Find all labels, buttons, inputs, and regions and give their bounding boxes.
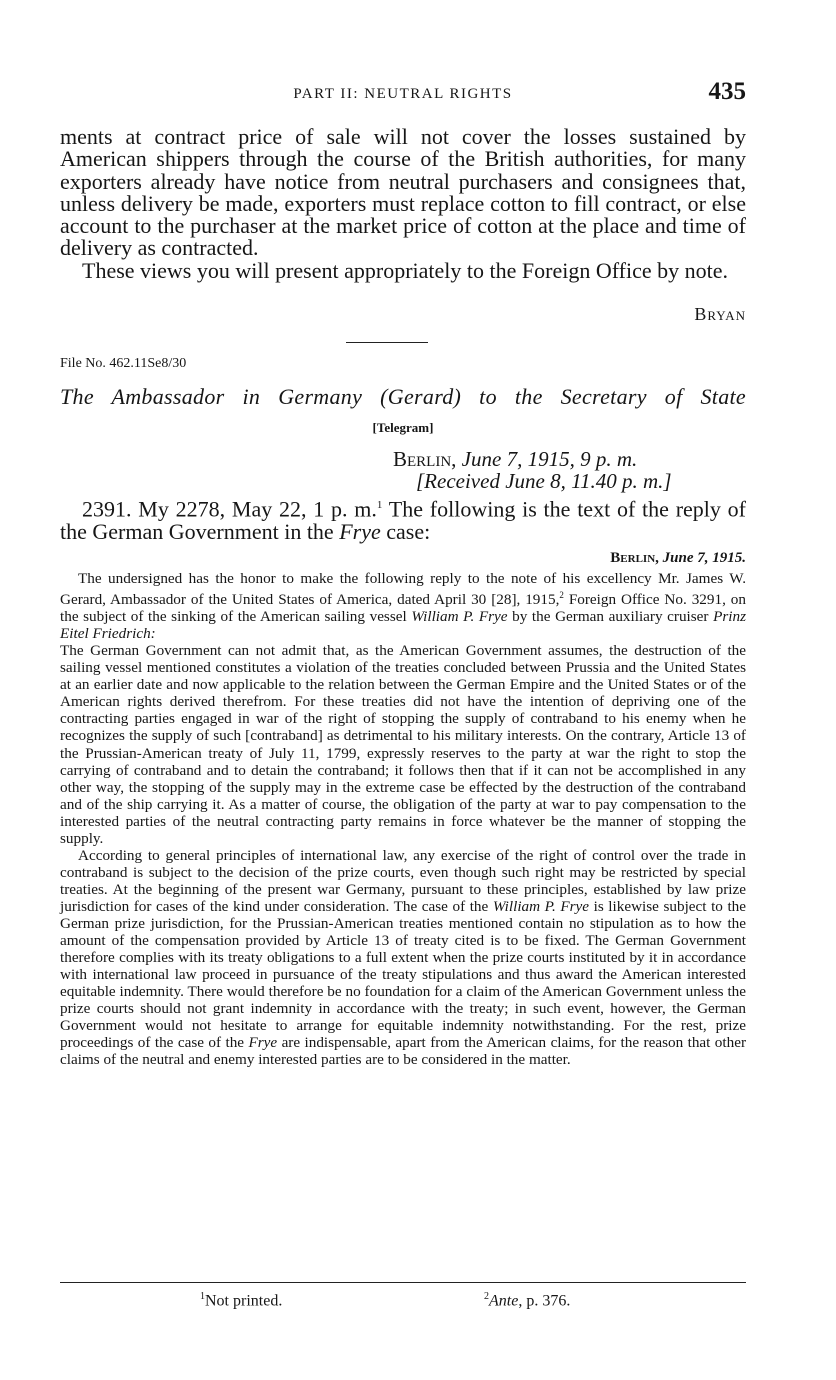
footnote-1-marker: 1	[200, 1291, 205, 1302]
footnote-2-marker: 2	[484, 1291, 489, 1302]
file-number: File No. 462.11Se8/30	[60, 356, 187, 371]
ship-name: William P. Frye	[492, 897, 590, 915]
footnote-1-text: Not printed.	[205, 1292, 283, 1310]
cruiser-name: Prinz Eitel Friedrich:	[60, 608, 746, 643]
received-line: [Received June 8, 11.40 p. m.]	[416, 469, 672, 493]
continuation-text	[60, 126, 746, 282]
running-head	[60, 80, 746, 112]
intro-mid: The following is the text of the reply of the German Government in the	[60, 496, 747, 544]
intro-start: 2391. My 2278, May 22, 1 p. m.	[82, 496, 377, 522]
page-number: 435	[708, 78, 746, 105]
closing-paragraph: These views you will present appropriately to the Foreign Office by note.	[82, 257, 728, 283]
document-heading: The Ambassador in Germany (Gerard) to the Secretary of State	[60, 384, 746, 409]
reply-p1-a: The undersigned has the honor to make the following reply to the note of his excellency Mr. James W. Gerard, Ambassador of the United States of America, dated April 30 [28], 1915,	[60, 570, 746, 609]
reply-paragraph-3	[60, 847, 746, 1069]
footnote-1	[200, 1291, 282, 1310]
footnote-2-text: , p. 376.	[518, 1292, 571, 1310]
section-divider	[346, 342, 428, 343]
telegram-intro	[60, 494, 746, 543]
footnote-ref-2: 2	[559, 590, 564, 601]
reply-place: Berlin,	[610, 550, 659, 566]
reply-paragraph-2: The German Government can not admit that, as the American Government assumes, the destruction of the sailing vessel mentioned constitutes a violation of the treaties concluded between Prussia and the United States at an earlier date and now applicable to the relation between the German Empire and the United States or of the American rights derived therefrom. For these treaties did not have the intention of depriving one of the contracting parties engaged in war of the right of stopping the supply of contraband to his enemy when he recognizes the supply of such [contraband] as detrimental to his military interests. On the contrary, Article 13 of the Prussian-American treaty of July 11, 1799, expressly reserves to the party at war the right to stop the carrying of contraband and to detain the contraband; it follows then that if it can not be accomplished in any other way, the stopping of the supply may in the extreme case be effected by the destruction of the contraband and of the ship carrying it. As a matter of course, the obligation of the party at war to pay compensation to the interested parties of the neutral contracting party remains in force whatever be the manner of stopping the supply.	[60, 642, 746, 847]
reply-paragraph-1	[60, 570, 746, 642]
reply-p3-b: is likewise subject to the German prize jurisdiction, for the Prussian-American treaties mentioned contain no stipulation as to how the amount of the compensation provided by Article 13 of treaty cited is to be fixed. The German Government therefore complies with its treaty obligations to a full extent when the prize courts instituted by it in accordance with international law proceed in pursuance of the treaty stipulations and thus award the American interested equitable indemnity. There would therefore be no foundation for a claim of the American Government unless the prize courts should not grant indemnity in accordance with the treaty; in such event, however, the German Government would not hesitate to arrange for equitable indemnity notwithstanding. For the rest, prize proceedings of the case of the	[60, 897, 747, 1052]
footnote-ref-1: 1	[376, 499, 383, 511]
reply-text	[60, 570, 746, 1068]
reply-p1-c: by the German auxiliary cruiser	[507, 608, 714, 626]
footnote-divider	[60, 1282, 746, 1283]
ship-name: William P. Frye	[411, 608, 508, 626]
reply-p3-c: are indispensable, apart from the American claims, for the reason that other claims of the neutral and enemy interested parties are to be considered in the matter.	[60, 1034, 746, 1069]
footnote-2-ante: Ante	[489, 1292, 519, 1310]
running-head-title: PART II: NEUTRAL RIGHTS	[293, 86, 513, 102]
page	[60, 0, 746, 1380]
reply-p1-b: Foreign Office No. 3291, on the subject of the sinking of the American sailing vessel	[60, 591, 746, 626]
reply-date: June 7, 1915.	[662, 550, 746, 566]
signature: Bryan	[694, 304, 746, 324]
continuation-paragraph: ments at contract price of sale will not cover the losses sustained by American shippers through the course of the British authorities, for many exporters already have notice from neutral purchasers and consignees that, unless delivery be made, exporters must replace cotton to fill contract, or else account to the purchaser at the market price of cotton at the place and time of delivery as contracted.	[60, 124, 746, 261]
footnote-2	[484, 1291, 570, 1310]
intro-end: case:	[380, 518, 431, 544]
ship-name-short: Frye	[248, 1034, 278, 1052]
document-type: [Telegram]	[372, 420, 434, 435]
dateline-time: June 7, 1915, 9 p. m.	[461, 447, 638, 471]
reply-p3-a: According to general principles of international law, any exercise of the right of control over the trade in contraband is subject to the decision of the prize courts, even though such right may be restricted by special treaties. At the beginning of the present war Germany, pursuant to these principles, established by law prize jurisdiction for cases of the kind under consideration. The case of the	[60, 846, 746, 915]
intro-ship: Frye	[339, 518, 381, 544]
dateline-place: Berlin,	[393, 447, 457, 471]
reply-dateline	[610, 550, 746, 567]
